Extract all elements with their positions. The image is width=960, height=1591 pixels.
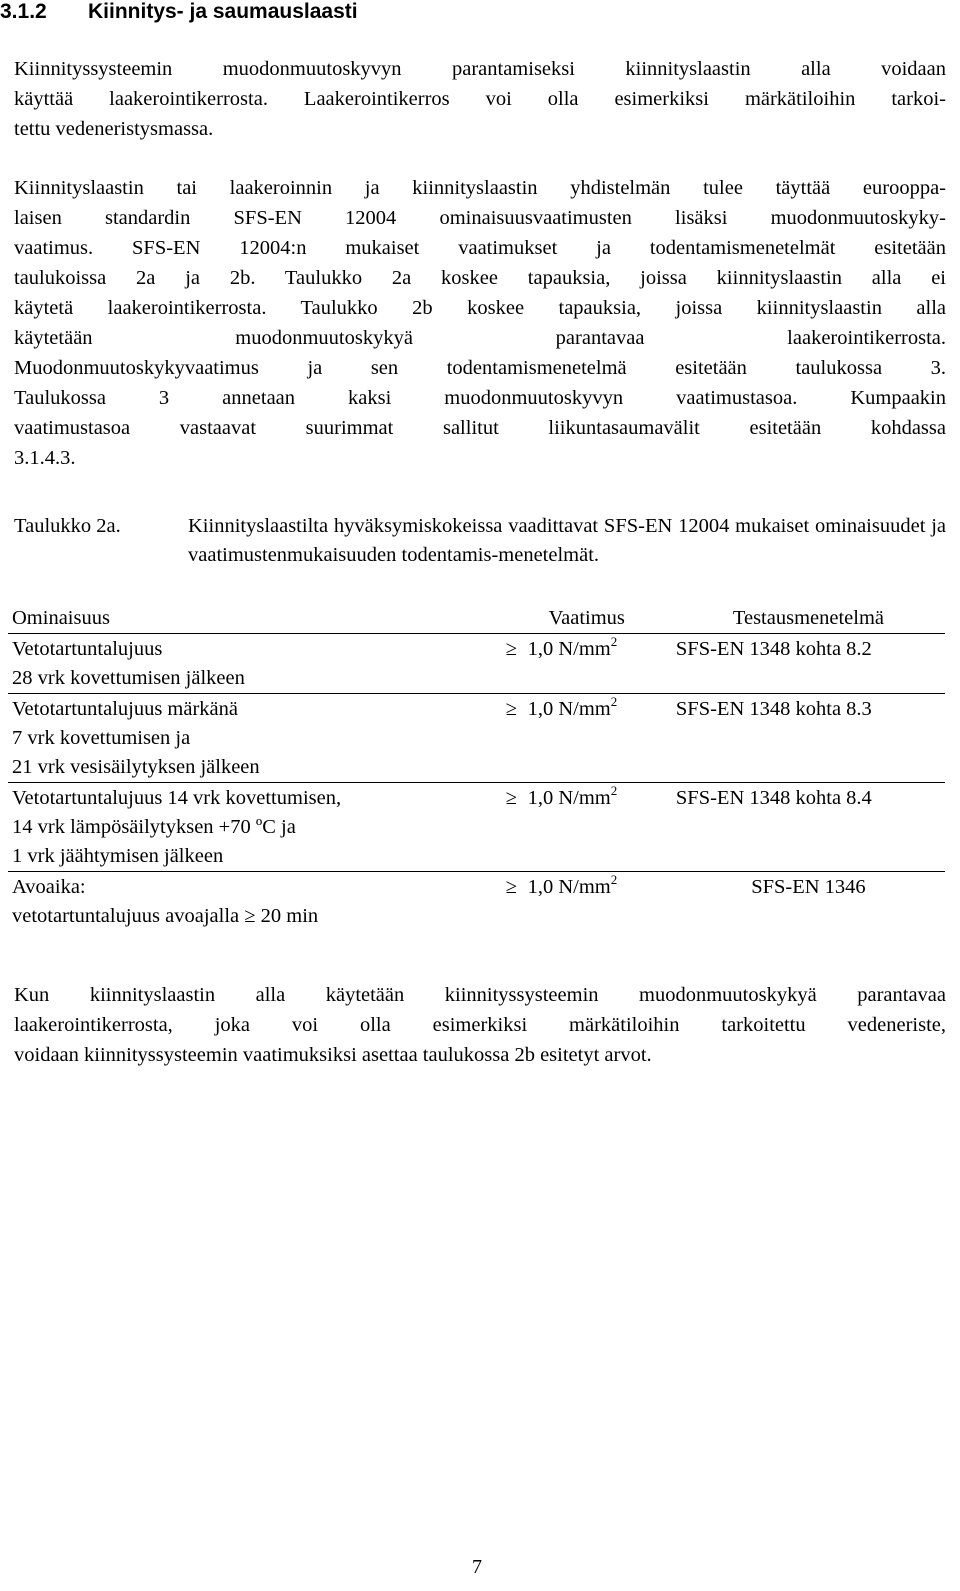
requirements-table (8, 603, 945, 931)
paragraph-line: Taulukossa 3 annetaan kaksi muodonmuutoskyvyn vaatimustasoa. Kumpaakin (14, 387, 946, 409)
standard-paragraph (14, 173, 946, 473)
method-cell: SFS-EN 1348 kohta 8.2 (672, 634, 945, 694)
requirement-value: 1,0 N/mm (527, 698, 611, 720)
requirement-exponent: 2 (610, 783, 618, 798)
requirement-value: 1,0 N/mm (527, 787, 611, 809)
table-caption-text: Kiinnityslaastilta hyväksymiskokeissa vaadittavat SFS-EN 12004 mukaiset ominaisuudet ja vaatimustenmukaisuuden todentamis-menetelmät. (188, 515, 946, 566)
requirement-value: 1,0 N/mm (527, 876, 611, 898)
table-header-row (8, 603, 945, 634)
property-cell (8, 634, 502, 694)
paragraph-line: Kiinnityssysteemin muodonmuutoskyvyn parantamiseksi kiinnityslaastin alla voidaan (14, 58, 946, 80)
property-line: 14 vrk lämpösäilytyksen +70 ºC ja (12, 816, 296, 838)
requirement-value: 1,0 N/mm (527, 638, 611, 660)
greater-equal-symbol: ≥ (505, 698, 517, 720)
paragraph-line: käytetä laakerointikerrosta. Taulukko 2b koskee tapauksia, joissa kiinnityslaastin alla (14, 297, 946, 319)
property-line: Vetotartuntalujuus märkänä (12, 698, 239, 720)
table-row (8, 783, 945, 872)
intro-paragraph (14, 54, 946, 144)
requirement-cell (502, 694, 672, 783)
closing-paragraph (14, 980, 946, 1070)
property-cell (8, 783, 502, 872)
table-row (8, 634, 945, 694)
property-line: 1 vrk jäähtymisen jälkeen (12, 845, 224, 867)
greater-equal-symbol: ≥ (505, 787, 517, 809)
paragraph-line: tettu vedeneristysmassa. (14, 118, 214, 140)
greater-equal-symbol: ≥ (505, 876, 517, 898)
table-row (8, 872, 945, 932)
method-cell: SFS-EN 1348 kohta 8.3 (672, 694, 945, 783)
requirement-cell (502, 872, 672, 932)
method-cell: SFS-EN 1346 (751, 876, 866, 898)
page-number: 7 (472, 1556, 482, 1578)
paragraph-line: käytetään muodonmuutoskykyä parantavaa laakerointikerrosta. (14, 327, 946, 349)
paragraph-line: laakerointikerrosta, joka voi olla esimerkiksi märkätiloihin tarkoitettu vedeneriste, (14, 1014, 946, 1036)
requirement-exponent: 2 (610, 872, 618, 887)
section-title: Kiinnitys- ja saumauslaasti (88, 0, 358, 23)
header-property: Ominaisuus (8, 603, 502, 634)
paragraph-line: käyttää laakerointikerrosta. Laakerointikerros voi olla esimerkiksi märkätiloihin tarkoi- (14, 88, 946, 110)
section-heading (0, 0, 358, 24)
paragraph-line: taulukoissa 2a ja 2b. Taulukko 2a koskee tapauksia, joissa kiinnityslaastin alla ei (14, 267, 946, 289)
requirement-cell (502, 783, 672, 872)
header-method: Testausmenetelmä (672, 603, 945, 634)
table-row (8, 694, 945, 783)
property-line: 21 vrk vesisäilytyksen jälkeen (12, 756, 260, 778)
section-number: 3.1.2 (0, 0, 47, 23)
property-cell (8, 694, 502, 783)
paragraph-line: vaatimus. SFS-EN 12004:n mukaiset vaatimukset ja todentamismenetelmät esitetään (14, 237, 946, 259)
requirement-exponent: 2 (610, 694, 618, 709)
paragraph-line: Kiinnityslaastin tai laakeroinnin ja kiinnityslaastin yhdistelmän tulee täyttää eurooppa- (14, 177, 946, 199)
requirement-exponent: 2 (610, 634, 618, 649)
header-requirement: Vaatimus (502, 603, 672, 634)
property-line: 7 vrk kovettumisen ja (12, 727, 191, 749)
property-line: 28 vrk kovettumisen jälkeen (12, 667, 245, 689)
paragraph-line: vaatimustasoa vastaavat suurimmat sallitut liikuntasaumavälit esitetään kohdassa (14, 417, 946, 439)
paragraph-line: laisen standardin SFS-EN 12004 ominaisuusvaatimusten lisäksi muodonmuutoskyky- (14, 207, 946, 229)
property-line: Vetotartuntalujuus 14 vrk kovettumisen, (12, 787, 342, 809)
property-line: Vetotartuntalujuus (12, 638, 163, 660)
paragraph-line: Kun kiinnityslaastin alla käytetään kiinnityssysteemin muodonmuutoskykyä parantavaa (14, 984, 946, 1006)
requirement-cell (502, 634, 672, 694)
property-line: Avoaika: (12, 876, 86, 898)
property-line: vetotartuntalujuus avoajalla ≥ 20 min (12, 905, 319, 927)
paragraph-line: 3.1.4.3. (14, 447, 76, 469)
greater-equal-symbol: ≥ (505, 638, 517, 660)
paragraph-line: voidaan kiinnityssysteemin vaatimuksiksi asettaa taulukossa 2b esitetyt arvot. (14, 1044, 652, 1066)
paragraph-line: Muodonmuutoskykyvaatimus ja sen todentamismenetelmä esitetään taulukossa 3. (14, 357, 946, 379)
table-caption-label: Taulukko 2a. (14, 515, 121, 537)
property-cell (8, 872, 502, 932)
method-cell: SFS-EN 1348 kohta 8.4 (672, 783, 945, 872)
